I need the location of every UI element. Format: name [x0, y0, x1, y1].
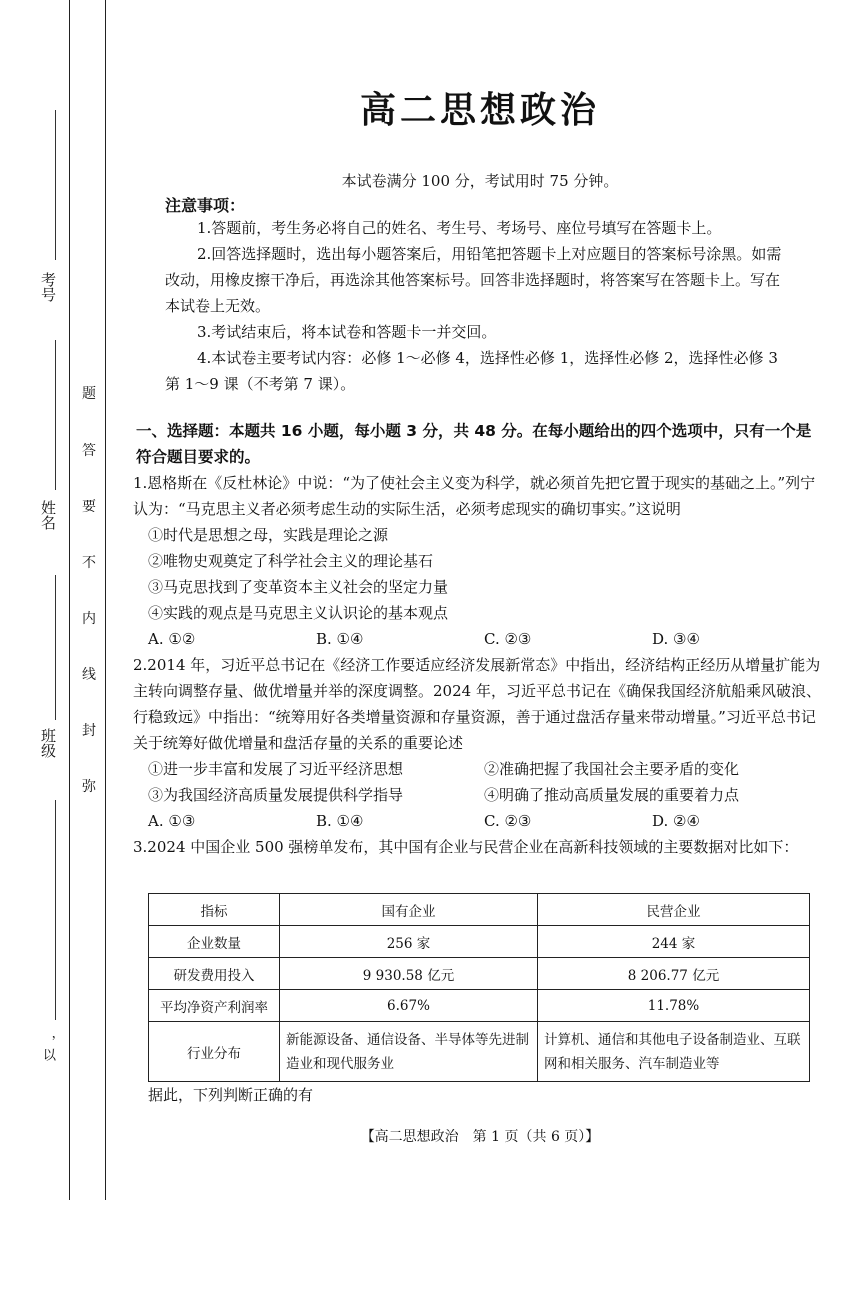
- school-blank[interactable]: [55, 800, 56, 1020]
- table-cell: 244 家: [538, 926, 810, 958]
- comparison-table: [148, 893, 810, 1082]
- table-row: [149, 1022, 810, 1082]
- option-d[interactable]: D. ③④: [652, 630, 700, 648]
- margin-rule-right: [105, 0, 106, 1200]
- table-cell: 256 家: [280, 926, 538, 958]
- table-cell: 平均净资产利润率: [149, 990, 280, 1022]
- notice-item: 2.回答选择题时，选出每小题答案后，用铅笔把答题卡上对应题目的答案标号涂黑。如需改动，用橡皮擦干净后，再选涂其他答案标号。回答非选择题时，将答案写在答题卡上。写在本试卷上无效。: [165, 245, 782, 315]
- corner-mark: ，以: [40, 1035, 55, 1061]
- seal-char: 不: [82, 555, 96, 571]
- name-blank[interactable]: [55, 340, 56, 490]
- exam-number-blank[interactable]: [55, 110, 56, 260]
- statement: ③马克思找到了变革资本主义社会的坚定力量: [148, 578, 449, 596]
- table-cell: 新能源设备、通信设备、半导体等先进制造业和现代服务业: [280, 1022, 538, 1082]
- page-title: 高二思想政治: [359, 90, 600, 131]
- option-c[interactable]: C. ②③: [484, 630, 532, 648]
- option-a[interactable]: A. ①③: [148, 812, 196, 830]
- name-label: 姓名: [39, 500, 57, 530]
- question-stem: 3.2024 中国企业 500 强榜单发布，其中国有企业与民营企业在高新科技领域的主要数据对比如下：: [133, 838, 799, 856]
- option-b[interactable]: B. ①④: [316, 812, 364, 830]
- page-footer: 【高二思想政治 第 1 页（共 6 页）】: [360, 1129, 600, 1145]
- notice-item: 1.答题前，考生务必将自己的姓名、考生号、考场号、座位号填写在答题卡上。: [197, 219, 722, 237]
- statement: ④明确了推动高质量发展的重要着力点: [484, 786, 740, 804]
- seal-char: 封: [82, 723, 96, 739]
- statement: ①时代是思想之母，实践是理论之源: [148, 526, 389, 544]
- exam-number-label: 考号: [39, 272, 57, 302]
- table-row: [149, 958, 810, 990]
- class-blank[interactable]: [55, 575, 56, 720]
- statement: ①进一步丰富和发展了习近平经济思想: [148, 760, 404, 778]
- statement: ③为我国经济高质量发展提供科学指导: [148, 786, 404, 804]
- notice-heading: 注意事项：: [165, 196, 246, 215]
- table-cell: 6.67%: [280, 990, 538, 1022]
- seal-char: 线: [82, 667, 96, 683]
- question-stem: 2.2014 年，习近平总书记在《经济工作要适应经济发展新常态》中指出，经济结构正经历从增量扩能为主转向调整存量、做优增量并举的深度调整。2024 年，习近平总书记在《确保我国经济航船乘风破浪、行稳致远》中指出：“统筹用好各类增量资源和存量资源，善于通过盘活存量来带动增量。”习近平总书记关于统筹好做优增量和盘活存量的关系的重要论述: [133, 656, 821, 752]
- seal-char: 内: [82, 611, 96, 627]
- table-cell: 9 930.58 亿元: [280, 958, 538, 990]
- seal-char: 题: [82, 386, 96, 402]
- table-cell: 8 206.77 亿元: [538, 958, 810, 990]
- table-header-cell: 民营企业: [538, 894, 810, 926]
- seal-char: 要: [82, 499, 96, 515]
- section-heading: 一、选择题：本题共 16 小题，每小题 3 分，共 48 分。在每小题给出的四个选项中，只有一个是符合题目要求的。: [136, 422, 812, 466]
- notice-item: 3.考试结束后，将本试卷和答题卡一并交回。: [197, 323, 497, 341]
- question-prompt: 据此，下列判断正确的有: [148, 1086, 314, 1104]
- exam-info: 本试卷满分 100 分，考试用时 75 分钟。: [341, 172, 619, 190]
- margin-rule-left: [69, 0, 70, 1200]
- table-row: [149, 990, 810, 1022]
- table-cell: 行业分布: [149, 1022, 280, 1082]
- seal-char: 弥: [82, 779, 96, 795]
- table-cell: 11.78%: [538, 990, 810, 1022]
- option-b[interactable]: B. ①④: [316, 630, 364, 648]
- question-stem: 1.恩格斯在《反杜林论》中说：“为了使社会主义变为科学，就必须首先把它置于现实的基础之上。”列宁认为：“马克思主义者必须考虑生动的实际生活，必须考虑现实的确切事实。”这说明: [133, 474, 816, 518]
- class-label: 班级: [39, 728, 57, 758]
- statement: ②准确把握了我国社会主要矛盾的变化: [484, 760, 740, 778]
- option-c[interactable]: C. ②③: [484, 812, 532, 830]
- option-a[interactable]: A. ①②: [148, 630, 196, 648]
- table-header-cell: 指标: [149, 894, 280, 926]
- option-d[interactable]: D. ②④: [652, 812, 700, 830]
- statement: ④实践的观点是马克思主义认识论的基本观点: [148, 604, 449, 622]
- table-cell: 研发费用投入: [149, 958, 280, 990]
- table-header-row: [149, 894, 810, 926]
- table-cell: 企业数量: [149, 926, 280, 958]
- table-row: [149, 926, 810, 958]
- seal-char: 答: [82, 443, 96, 459]
- table-cell: 计算机、通信和其他电子设备制造业、互联网和相关服务、汽车制造业等: [538, 1022, 810, 1082]
- notice-item: 4.本试卷主要考试内容：必修 1～必修 4，选择性必修 1，选择性必修 2，选择性必修 3 第 1～9 课（不考第 7 课）。: [165, 349, 778, 393]
- table-header-cell: 国有企业: [280, 894, 538, 926]
- statement: ②唯物史观奠定了科学社会主义的理论基石: [148, 552, 434, 570]
